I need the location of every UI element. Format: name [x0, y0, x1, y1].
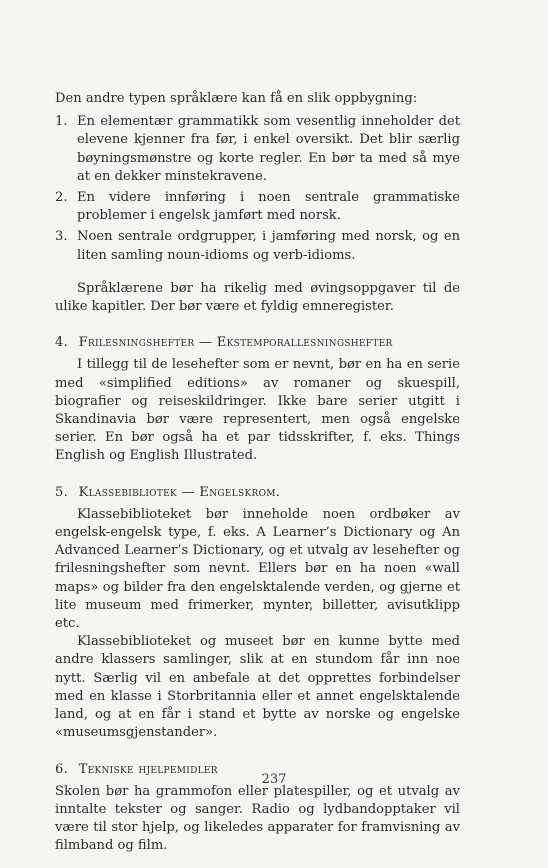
section-heading-5: [55, 484, 460, 502]
after-list-paragraph: Språklærene bør ha rikelig med øvingsoppgaver til de ulike kapitler. Der bør være et fyldig emneregister.: [55, 280, 460, 315]
list-item-number: 1.: [55, 114, 68, 130]
section-paragraph: I tillegg til de lesehefter som er nevnt, bør en ha en serie med «simplified editions» av romaner og skuespill, biografier og reiseskildringer. Ikke bare serier utgitt i Skandinavia bør være representert, men også engelske serier. En bør også ha et par tidsskrifter, f. eks. Things English og English Illustrated.: [55, 357, 460, 464]
section-paragraph: Skolen bør ha grammofon eller platespiller, og et utvalg av inntalte tekster og sanger. Radio og lydbandopptaker vil være til stor hjelp, og likeledes apparater for framvisning av filmband og film.: [55, 783, 460, 854]
list-item-number: 2.: [55, 190, 68, 206]
section-number: 4.: [55, 335, 69, 351]
list-item: [55, 228, 460, 264]
section-title: Frilesningshefter — Ekstemporallesningshefter: [78, 335, 393, 351]
list-item: [55, 189, 460, 225]
list-item: [55, 113, 460, 186]
numbered-list: [55, 113, 460, 265]
list-item-number: 3.: [55, 229, 68, 245]
section-paragraph: Klassebiblioteket bør inneholde noen ordbøker av engelsk-engelsk type, f. eks. A Learner’s Dictionary og An Advanced Learner’s Dictionary, og et utvalg av lesehefter og frilesningshefter som nevnt. Ellers bør en ha noen «wall maps» og bilder fra den engelsktalende verden, og gjerne et lite museum med frimerker, mynter, billetter, avisutklipp etc.: [55, 506, 460, 632]
section-number: 5.: [55, 484, 69, 500]
intro-paragraph: Den andre typen språklære kan få en slik oppbygning:: [55, 91, 418, 106]
page-number: 237: [261, 772, 287, 787]
page-body: [55, 90, 460, 856]
section-paragraph: Klassebiblioteket og museet bør en kunne bytte med andre klassers samlinger, slik at en stundom får inn noe nytt. Særlig vil en anbefale at det opprettes forbindelser med en klasse i Storbritannia eller et annet engelsktalende land, og at en får i stand et bytte av norske og engelske «museumsgjenstander».: [55, 634, 460, 741]
section-title: Tekniske hjelpemidler: [78, 761, 218, 777]
section-heading-4: [55, 334, 460, 352]
list-item-text: Noen sentrale ordgrupper, i jamføring med norsk, og en liten samling noun-idioms og verb-idioms.: [77, 229, 460, 263]
list-item-text: En videre innføring i noen sentrale grammatiske problemer i engelsk jamført med norsk.: [77, 190, 460, 224]
section-number: 6.: [55, 761, 69, 777]
section-title: Klassebibliotek — Engelskrom.: [78, 484, 281, 500]
list-item-text: En elementær grammatikk som vesentlig inneholder det elevene kjenner fra før, i enkel oversikt. Det blir særlig bøyningsmønstre og korte regler. En bør ta med så mye at en dekker minstekravene.: [77, 114, 460, 184]
